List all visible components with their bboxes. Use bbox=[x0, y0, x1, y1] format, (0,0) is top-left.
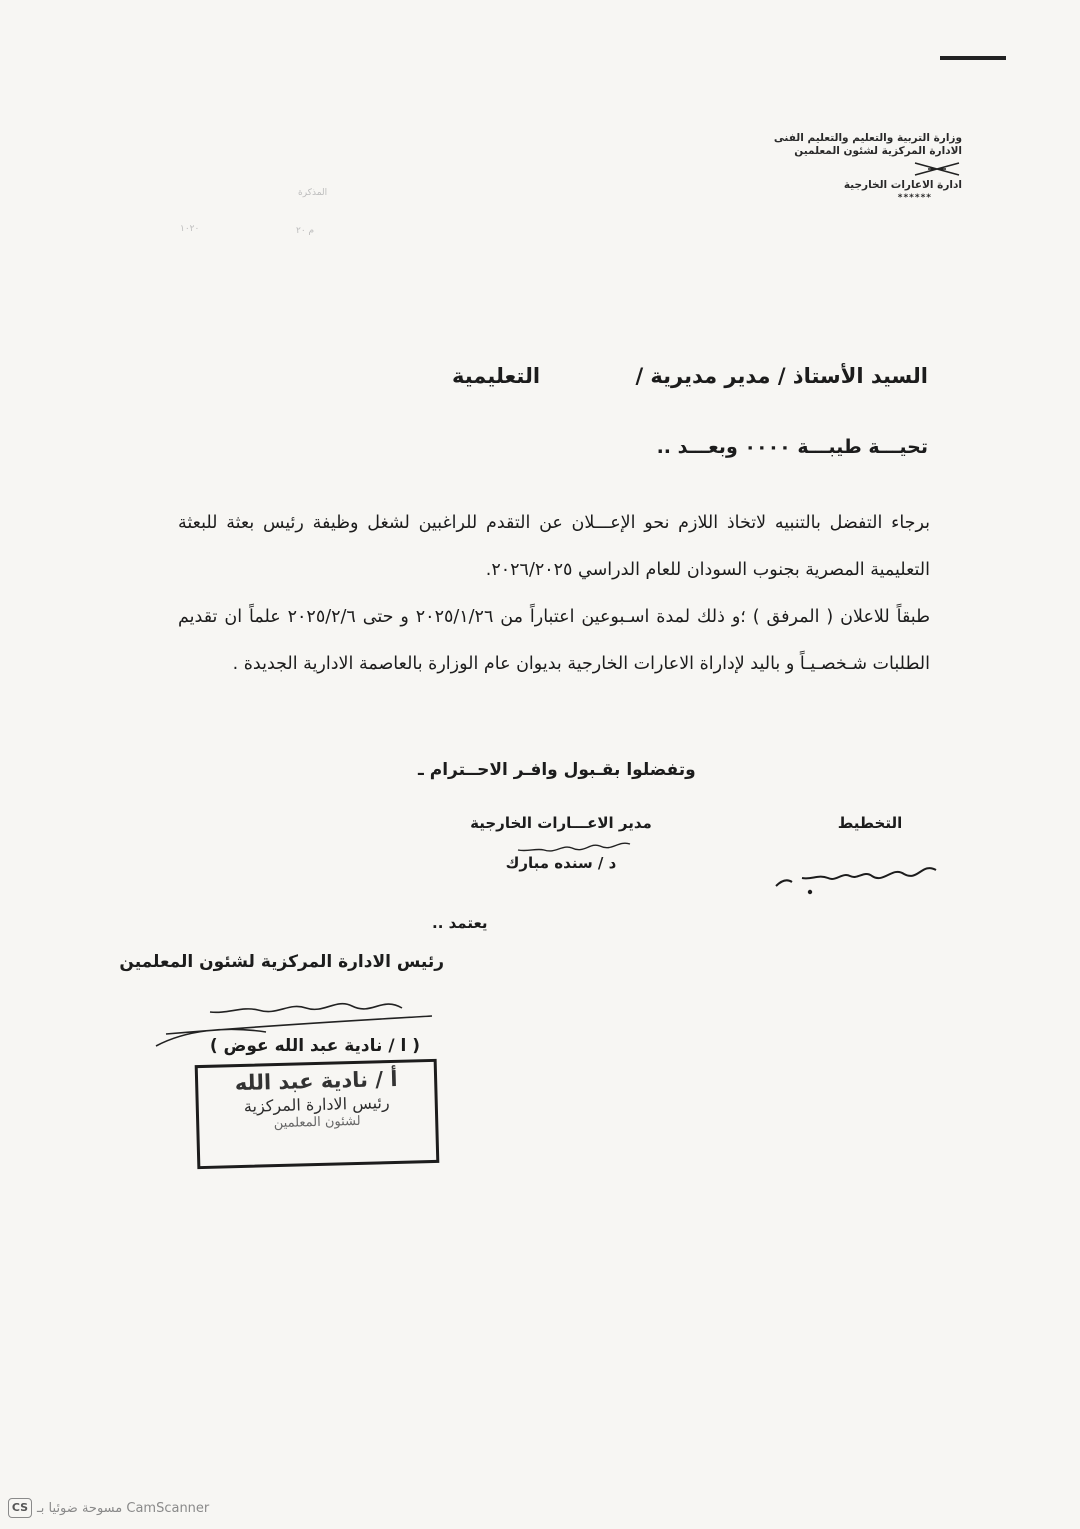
external-secondment-name: د / سنده مبارك bbox=[505, 854, 617, 872]
central-admin-head-name: ( ا / نادية عبد الله عوض ) bbox=[209, 1036, 420, 1056]
external-secondment-title: مدير الاعـــارات الخارجية bbox=[470, 814, 652, 832]
top-rule bbox=[940, 56, 1006, 60]
department-name: ادارة الاعارات الخارجية bbox=[843, 179, 962, 191]
central-admin-head-title: رئيس الادارة المركزية لشئون المعلمين bbox=[119, 952, 444, 972]
body-paragraph-1: برجاء التفضل بالتنبيه لاتخاذ اللازم نحو الإعـــلان عن التقدم للراغبين لشغل وظيفة رئيس بعثة للبعثة التعليمية المصرية بجنوب السودان للعام الدراسي ٢٠٢٦/٢٠٢٥. bbox=[178, 513, 930, 580]
header-stars: ****** bbox=[897, 193, 932, 203]
external-signature-scribble bbox=[500, 836, 640, 862]
ministry-header bbox=[774, 132, 962, 205]
faint-date: ۱۰۲۰ bbox=[180, 224, 200, 234]
faint-ref: ۲۰ م bbox=[296, 226, 315, 236]
approval-label: يعتمد .. bbox=[432, 914, 488, 932]
stamp-line-3: لشئون المعلمين bbox=[273, 1113, 361, 1132]
ministry-line-1: وزارة التربية والتعليم والتعليم الفنى bbox=[773, 132, 962, 144]
stamp-line-2: رئيس الادارة المركزية bbox=[243, 1093, 390, 1116]
planning-signature-scribble bbox=[772, 852, 942, 898]
addressee: السيد الأستاذ / مدير مديرية / bbox=[635, 364, 928, 388]
faint-label: المذكرة bbox=[298, 188, 328, 198]
body-paragraph-2: طبقاً للاعلان ( المرفق ) ؛و ذلك لمدة اسـبوعين اعتباراً من ٢٠٢٥/١/٢٦ و حتى ٢٠٢٥/٢/٦ علماً ان تقديم الطلبات شـخصـيـاً و باليد لإداراة الاعارات الخارجية بديوان عام الوزارة بالعاصمة الادارية الجديدة . bbox=[178, 607, 931, 674]
crossed-emblem-icon bbox=[912, 161, 962, 177]
addressee-suffix: التعليمية bbox=[452, 364, 541, 388]
closing-line: وتفضلوا بقـبول وافـر الاحــترام ـ bbox=[418, 760, 696, 780]
planning-title: التخطيط bbox=[837, 814, 903, 832]
camscanner-logo-icon: CS bbox=[8, 1498, 32, 1518]
greeting: تحيـــة طيبـــة ٠٠٠٠ وبعـــد .. bbox=[656, 436, 928, 458]
scanner-watermark bbox=[8, 1498, 209, 1518]
official-stamp bbox=[195, 1059, 440, 1169]
ministry-line-2: الادارة المركزية لشئون المعلمين bbox=[794, 145, 962, 157]
scanner-watermark-text: CamScanner مسوحة ضوئيا بـ bbox=[37, 1500, 210, 1516]
stamp-line-1: أ / نادية عبد الله bbox=[234, 1066, 398, 1096]
letter-body bbox=[178, 500, 930, 688]
planning-signature-block bbox=[820, 814, 920, 832]
